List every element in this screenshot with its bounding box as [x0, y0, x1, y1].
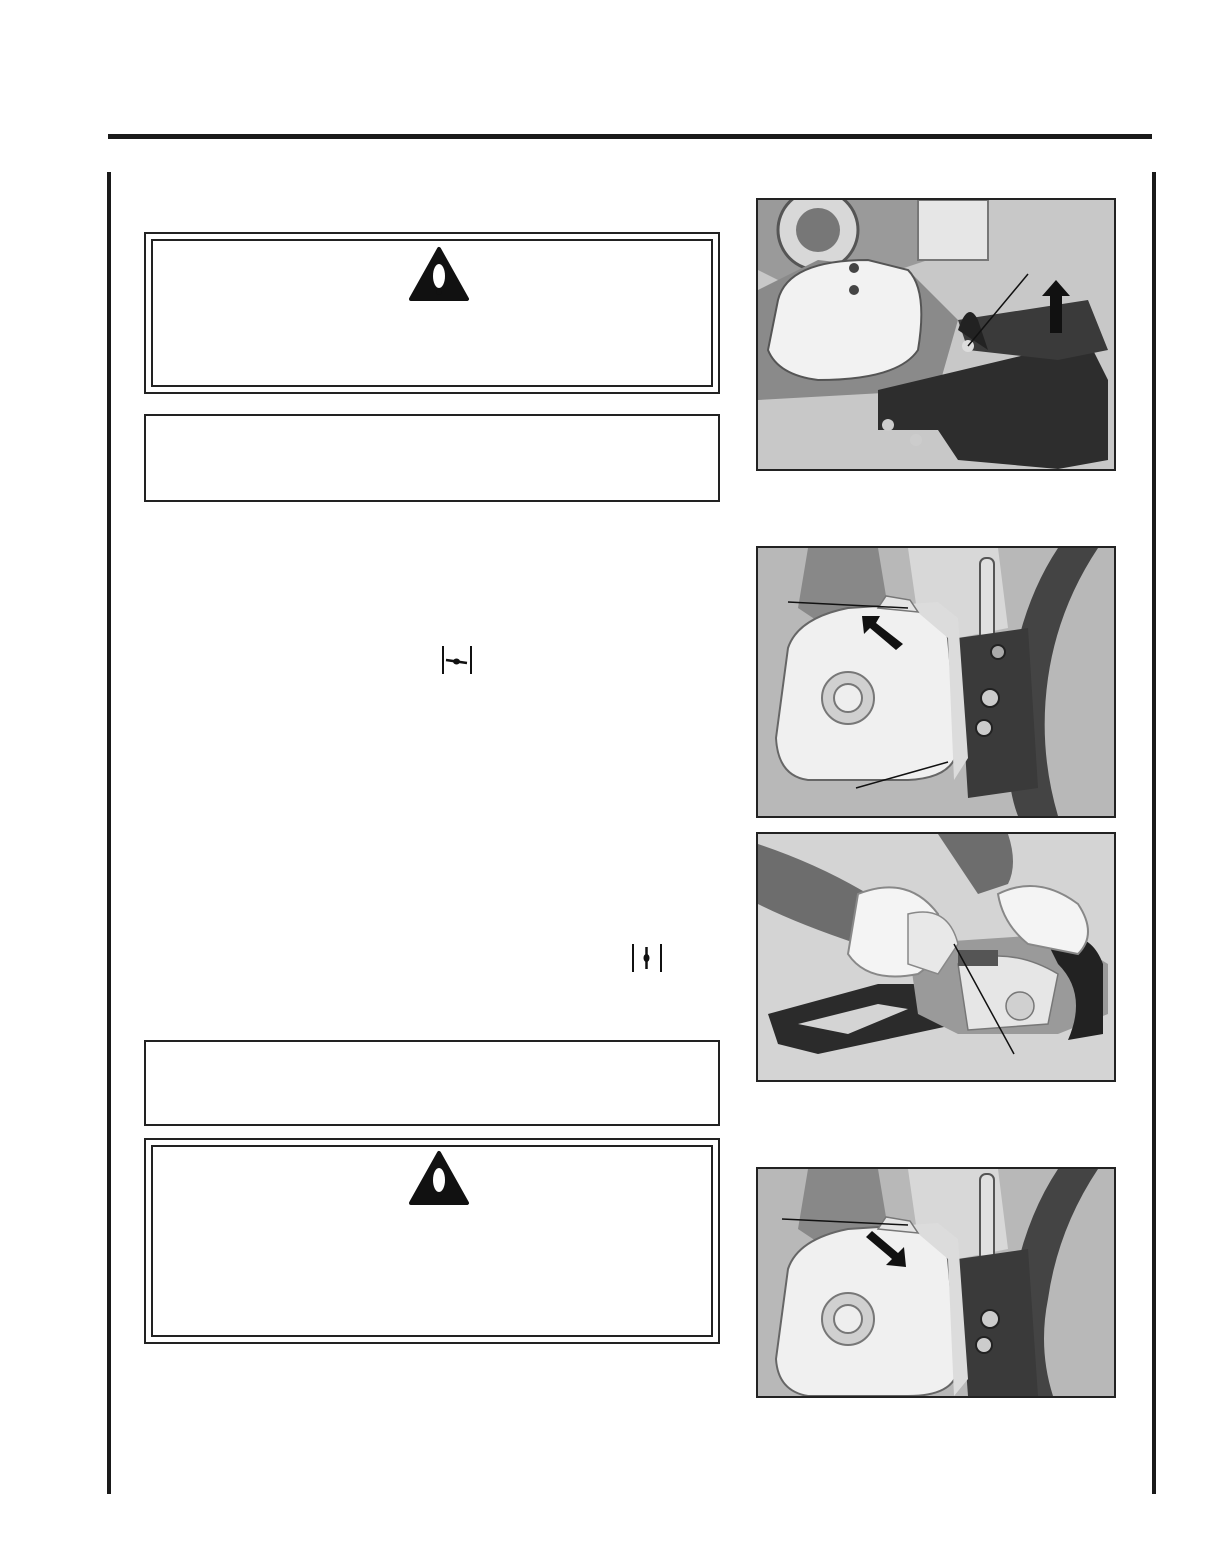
figure-2-photo: [756, 546, 1116, 818]
warning-box-1: [144, 232, 720, 394]
choke-open-icon: [632, 944, 662, 972]
note-box-1: [144, 414, 720, 502]
choke-closed-icon: [442, 646, 472, 674]
right-margin-rule: [1152, 172, 1156, 1494]
warning-triangle-icon: [408, 1150, 470, 1206]
header-rule: [108, 134, 1152, 139]
figure-3-photo: [756, 832, 1116, 1082]
note-box-2: [144, 1040, 720, 1126]
left-margin-rule: [107, 172, 111, 1494]
figure-1-photo: [756, 198, 1116, 471]
warning-triangle-icon: [408, 246, 470, 302]
figure-4-photo: [756, 1167, 1116, 1398]
warning-box-2: [144, 1138, 720, 1344]
